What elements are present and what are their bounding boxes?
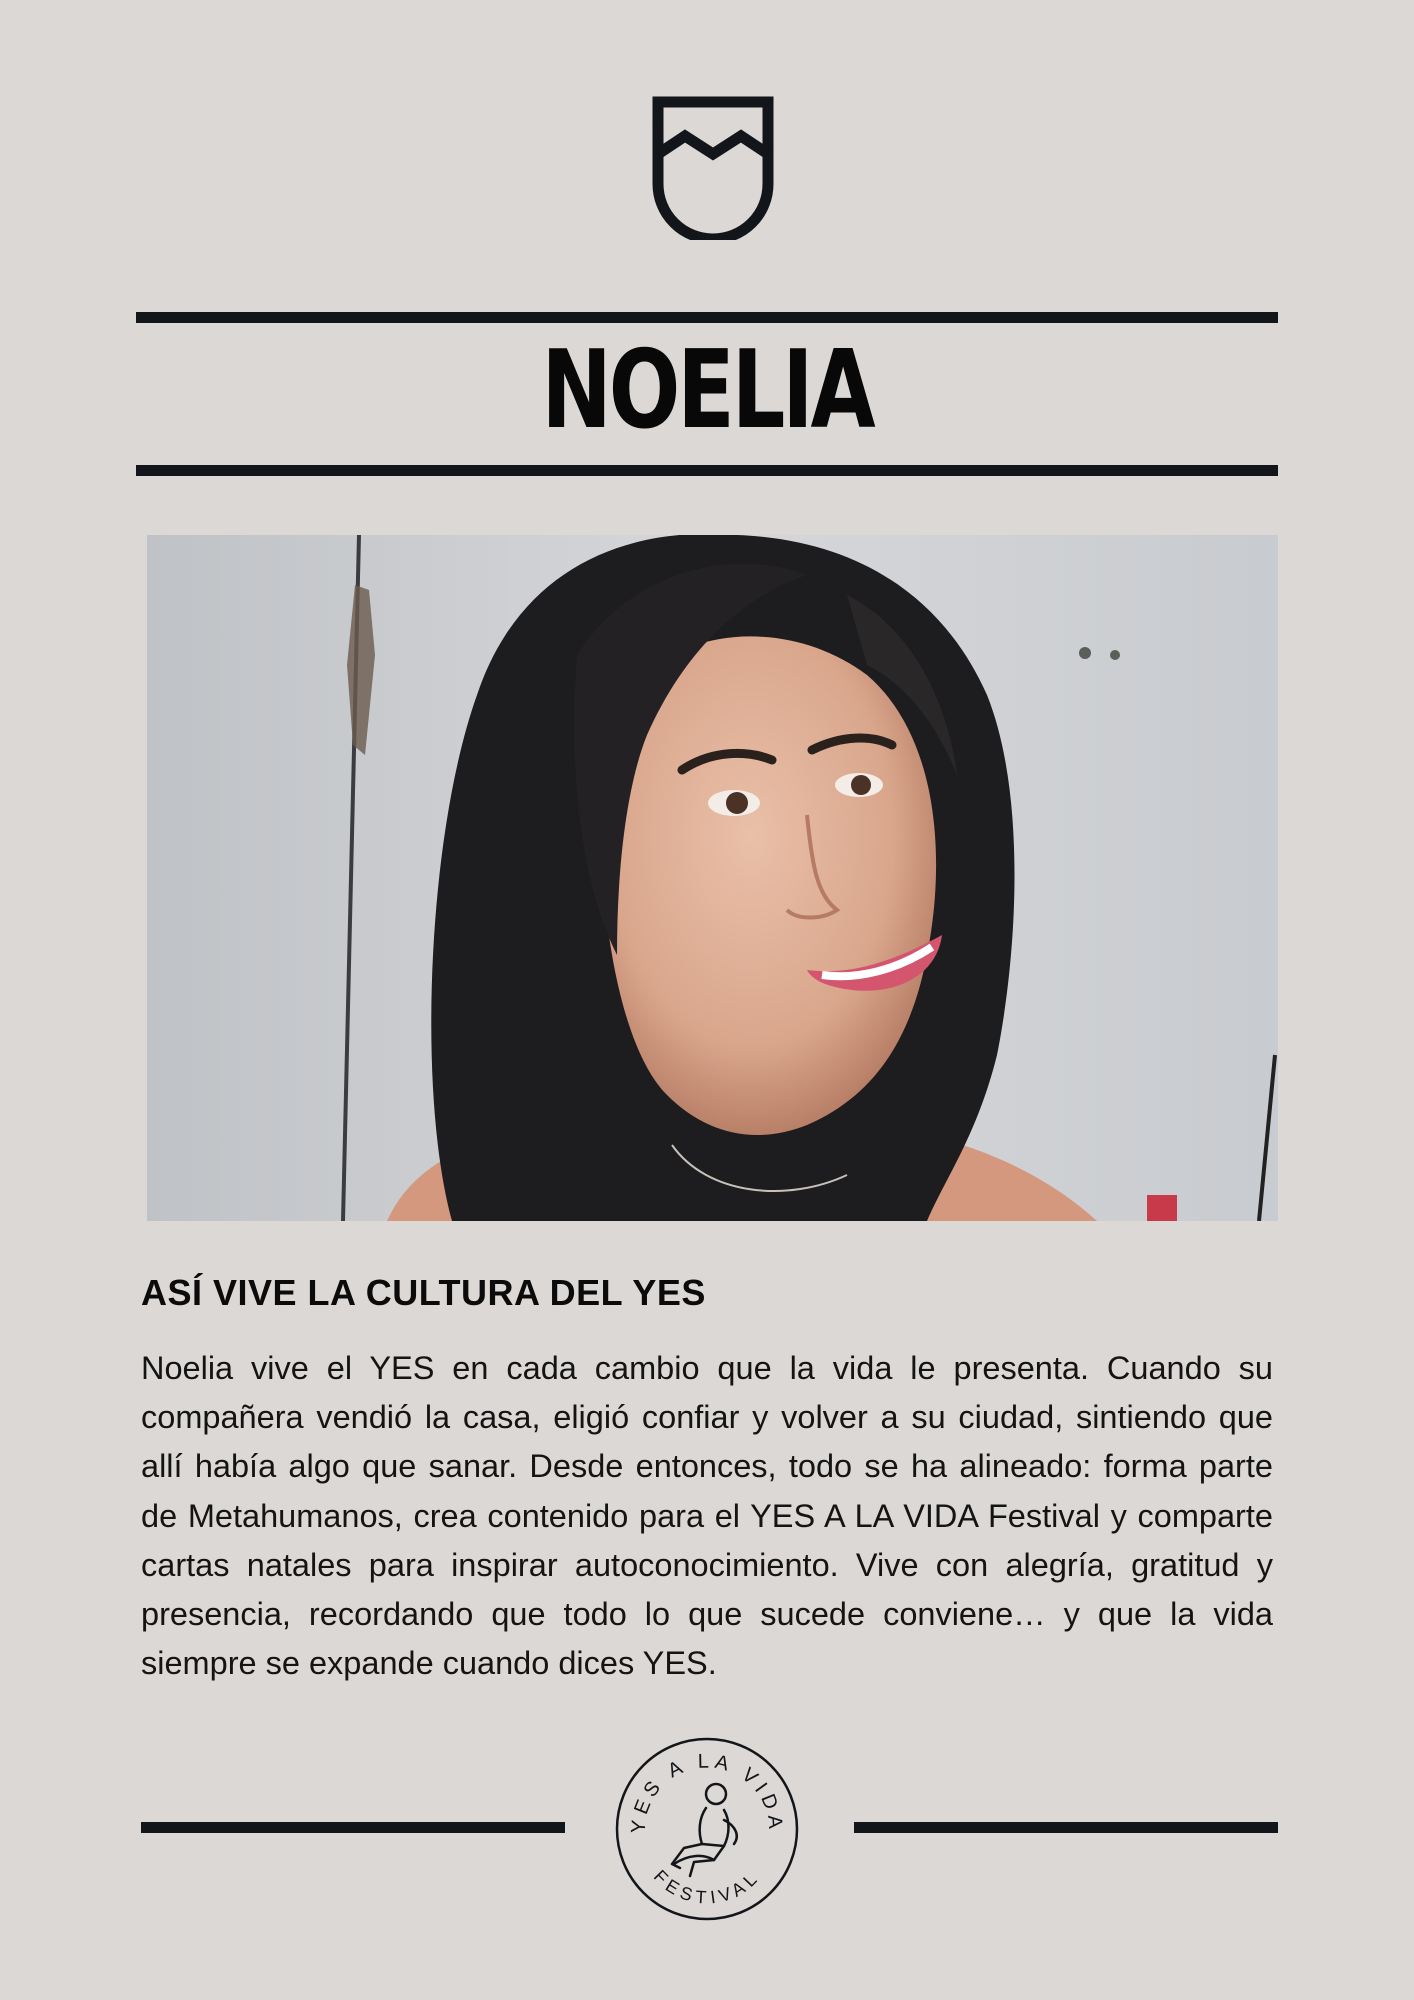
shield-logo — [652, 96, 774, 240]
festival-seal-icon — [614, 1736, 800, 1922]
footer-divider-right — [854, 1822, 1278, 1833]
seated-figure-icon — [672, 1784, 737, 1876]
footer-divider-left — [141, 1822, 565, 1833]
divider-top — [136, 312, 1278, 323]
portrait-illustration — [147, 535, 1278, 1221]
story-paragraph: Noelia vive el YES en cada cambio que la vida le presenta. Cuando su compañera vendió la casa, eligió confiar y volver a su ciudad, sintiendo que allí había algo que sanar. Desde entonces, todo se ha alineado: forma parte de Metahumanos, crea contenido para el YES A LA VIDA Festival y comparte cartas natales para inspirar autoconocimiento. Vive con alegría, gratitud y presencia, recordando que todo lo que sucede conviene… y que la vida siempre se expande cuando dices YES. — [141, 1350, 1273, 1682]
shield-icon — [652, 96, 774, 240]
festival-seal-logo — [614, 1736, 800, 1922]
profile-name: NOELIA — [541, 328, 873, 453]
svg-text:FESTIVAL — [650, 1866, 764, 1908]
seal-text-top: YES A LA VIDA — [627, 1750, 787, 1835]
seal-text-bottom: FESTIVAL — [649, 1866, 765, 1908]
section-heading: ASÍ VIVE LA CULTURA DEL YES — [141, 1272, 706, 1313]
divider-under-name — [136, 465, 1278, 476]
portrait-photo — [147, 535, 1278, 1221]
